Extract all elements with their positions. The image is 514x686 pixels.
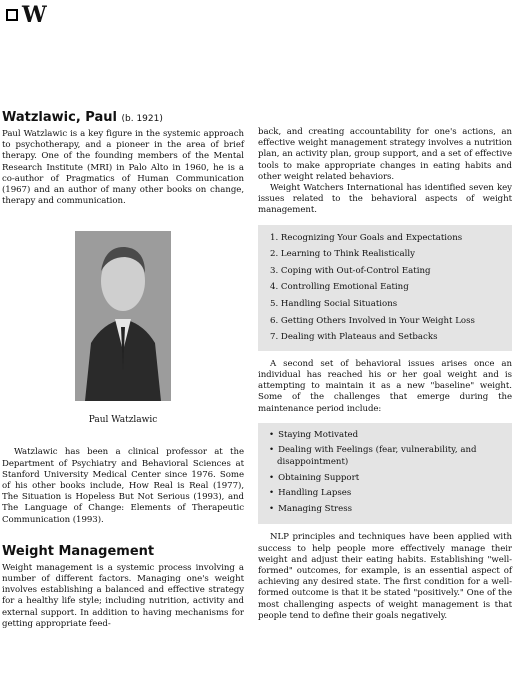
right-column xyxy=(258,127,512,622)
list-item: • Obtaining Support xyxy=(266,473,504,485)
goals-box xyxy=(258,225,512,351)
left-column xyxy=(2,110,244,630)
list-item: 4. Controlling Emotional Eating xyxy=(270,282,409,293)
portrait-photo xyxy=(75,231,171,401)
list-item: 3. Coping with Out-of-Control Eating xyxy=(270,265,431,276)
list-item: • Staying Motivated xyxy=(266,430,504,442)
section-letter: W xyxy=(22,2,47,28)
portrait-figure xyxy=(75,231,171,425)
entry-name: Watzlawic, Paul xyxy=(2,110,117,125)
entry-paragraph-1: Paul Watzlawic is a key figure in the systemic approach to psychotherapy, and a pioneer in the area of brief therapy. One of the founding members of the Mental Research Institute (MRI) in Palo Alto in 1960, he is a co-author of Pragmatics of Human Communication (1967) and an author of many other books on change, therapy and communication. xyxy=(2,129,244,207)
weight-paragraph-1: Weight management is a systemic process involving a number of different factors. Managing one's weight involves establishing a balanced and effective strategy for a healthy life style; including nutrition, activity and external support. In addition to having mechanisms for getting appropriate feed- xyxy=(2,562,244,629)
weight-paragraph-3: A second set of behavioral issues arises once an individual has reached his or her goal weight and is attempting to maintain it as a new "baseline" weight. Some of the challenges that emerge during the maintenance period include: xyxy=(258,358,512,414)
weight-paragraph-1-continued: back, and creating accountability for one's actions, an effective weight management strategy involves a nutrition plan, an activity plan, group support, and a set of effective tools to make appropriate changes in eating habits and other weight related behaviors. xyxy=(258,127,512,182)
list-item: 7. Dealing with Plateaus and Setbacks xyxy=(270,332,438,343)
weight-paragraph-4: NLP principles and techniques have been applied with success to help people more effectively manage their weight and adjust their eating habits. Establishing "well-formed" outcomes, for example, is an essential aspect of achieving any desired state. The first condition for a well-formed outcome is that it be stated "positively." One of the most challenging aspects of weight management is that people tend to define their goals negatively. xyxy=(258,532,512,621)
list-item: 1. Recognizing Your Goals and Expectations xyxy=(270,232,463,243)
entry-title xyxy=(2,110,244,127)
list-item: • Handling Lapses xyxy=(266,488,504,500)
goals-list xyxy=(266,230,504,346)
list-item: 2. Learning to Think Realistically xyxy=(270,249,415,260)
issues-box xyxy=(258,423,512,525)
entry-dates: (b. 1921) xyxy=(121,114,163,124)
list-item: • Managing Stress xyxy=(266,504,504,516)
checkbox-square-icon xyxy=(6,9,18,21)
entry-paragraph-2: Watzlawic has been a clinical professor at the Department of Psychiatry and Behavioral Sciences at Stanford University Medical Center since 1976. Some of his other books include, How Real is Real (1977), The Situation is Hopeless But Not Serious (1993), and The Language of Change: Elements of Therapeutic Communication (1993). xyxy=(2,447,244,525)
section-title-weight-management: Weight Management xyxy=(2,543,155,559)
list-item: 5. Handling Social Situations xyxy=(270,299,398,309)
portrait-caption: Paul Watzlawic xyxy=(88,415,158,426)
list-item: 6. Getting Others Involved in Your Weight Loss xyxy=(270,315,475,326)
weight-paragraph-2: Weight Watchers International has identified seven key issues related to the behavioral aspects of weight management. xyxy=(258,183,512,216)
issues-list xyxy=(266,430,504,516)
letter-heading xyxy=(6,2,47,28)
list-item: • Dealing with Feelings (fear, vulnerability, and disappointment) xyxy=(266,445,504,468)
